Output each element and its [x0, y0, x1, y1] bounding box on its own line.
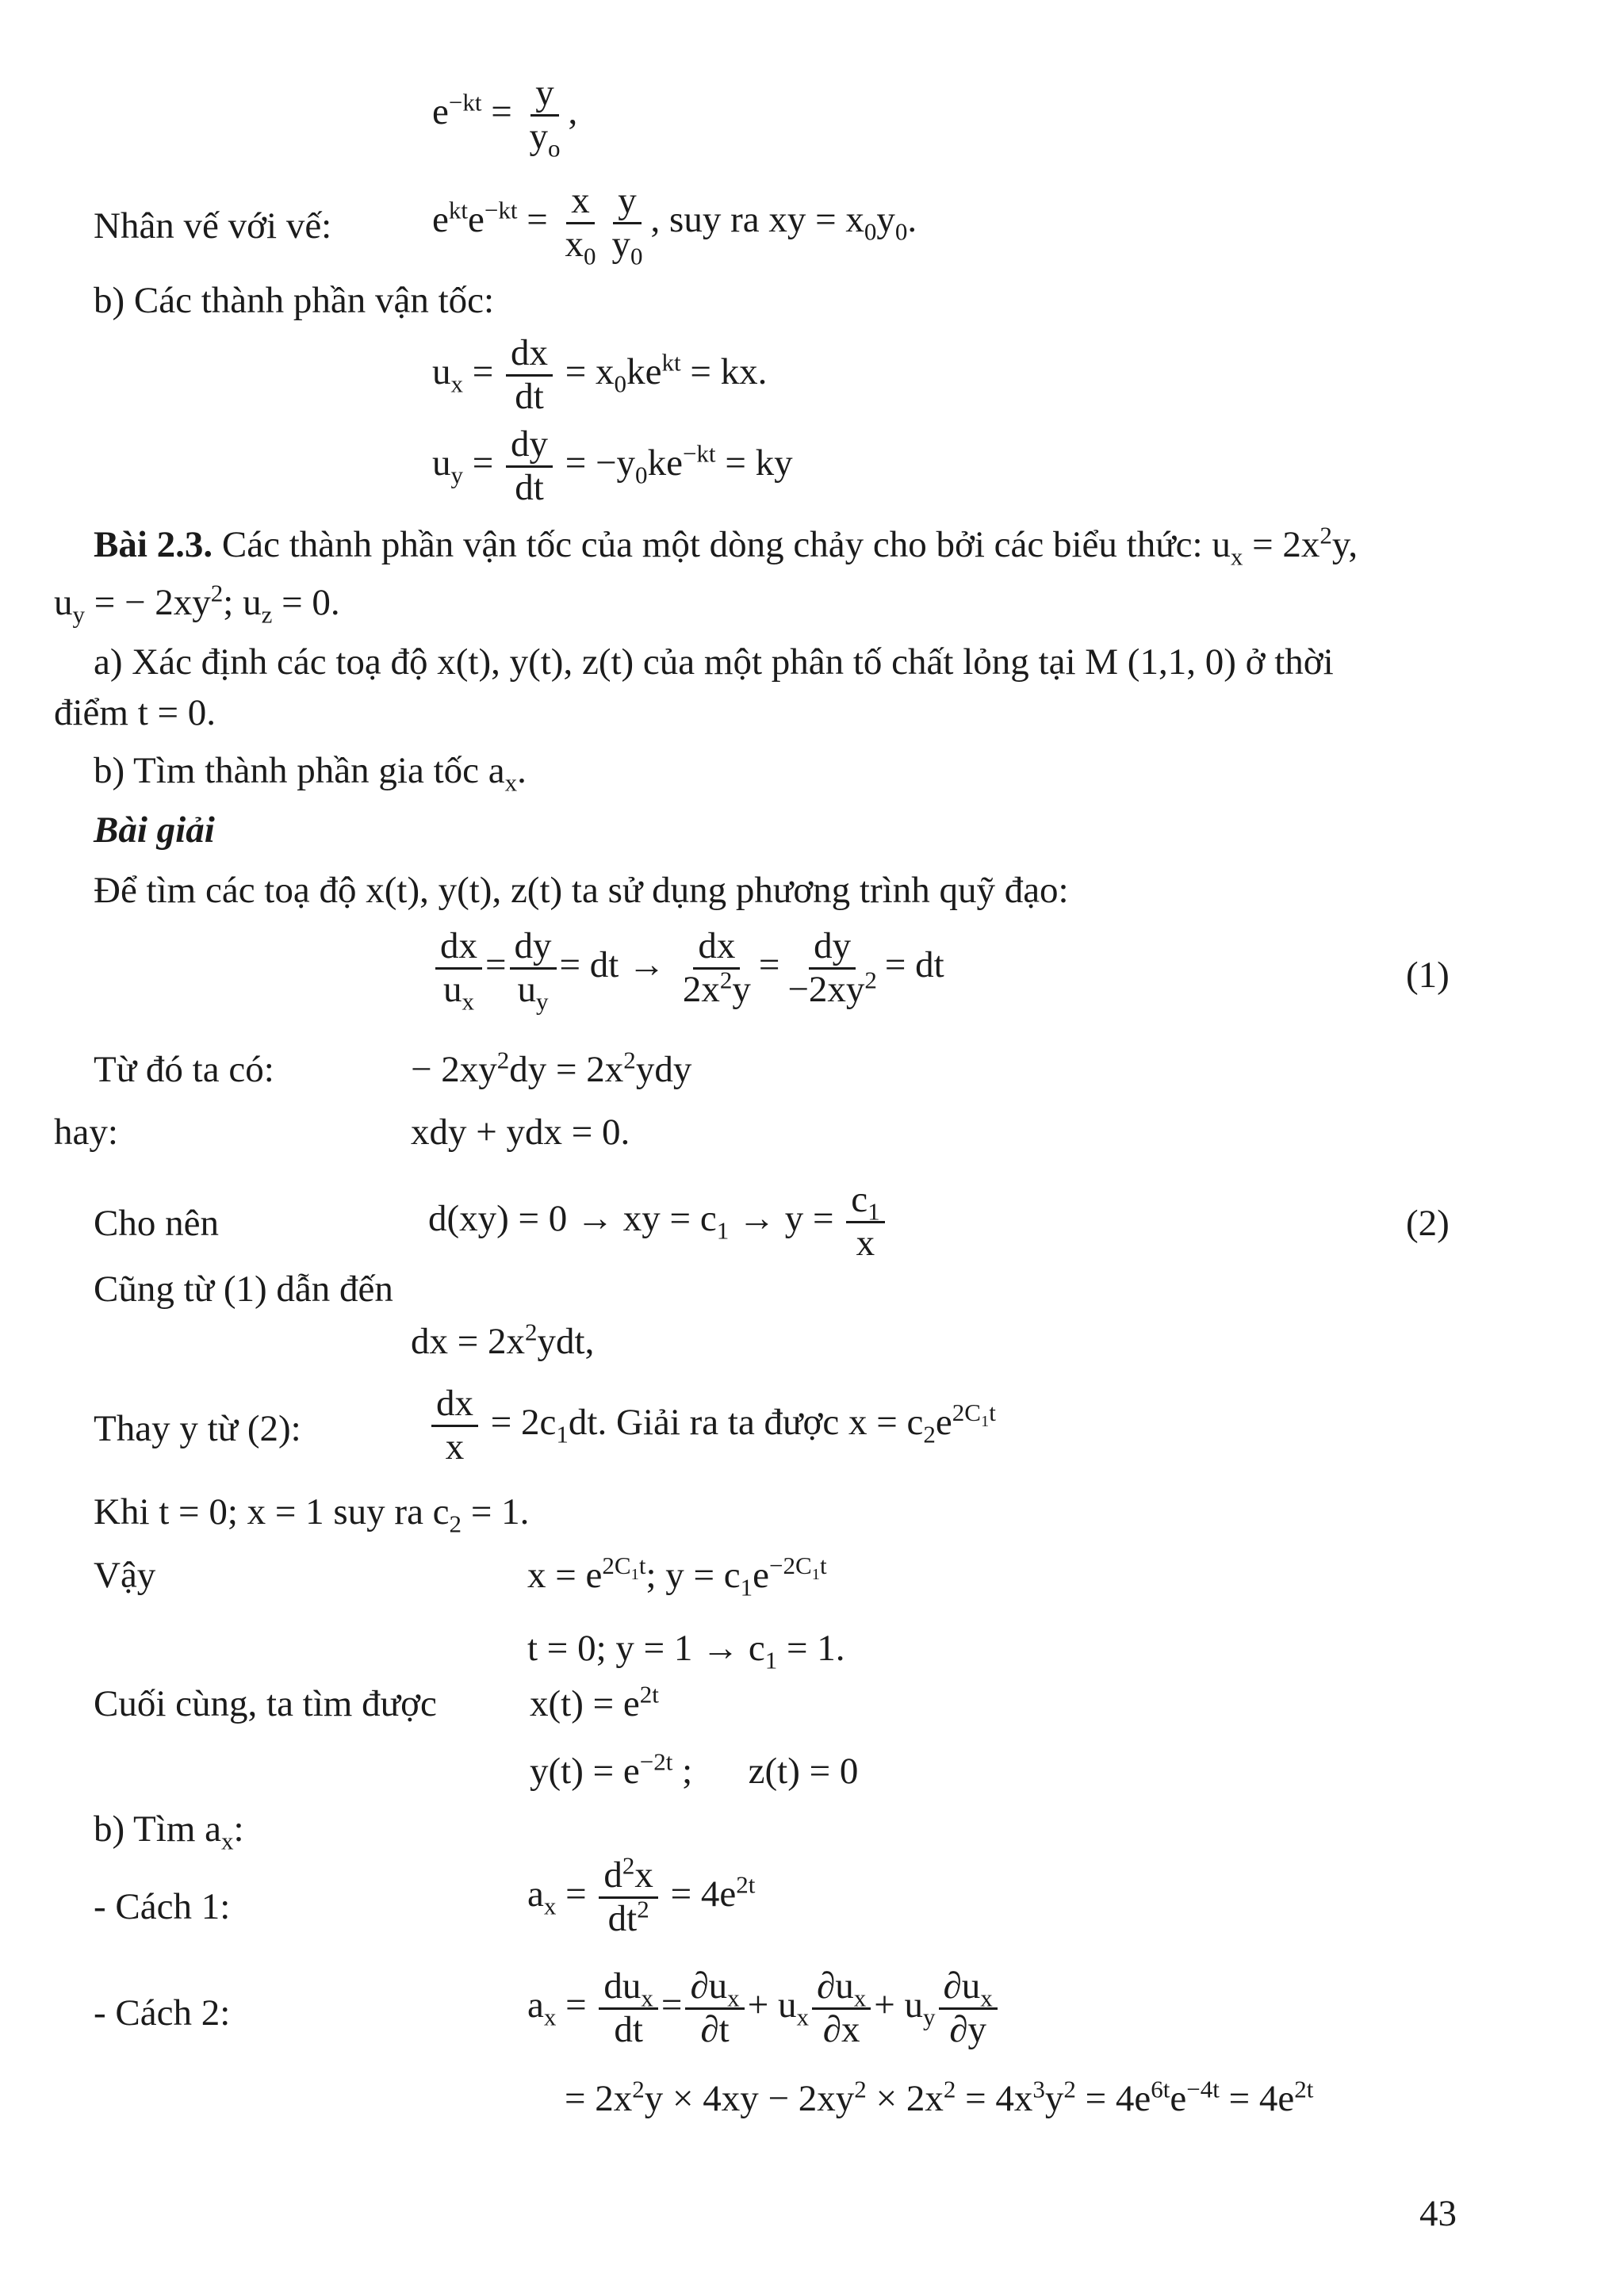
equation-1: $\frac{dx}{u_x}$ = $\frac{dy}{u_y}$ = dt → $\frac{dx}{2x^2y}$ = $\frac{dy}{-2xy^2}$ = dt: [432, 926, 944, 1010]
label-thay-y: Thay y từ (2):: [94, 1408, 301, 1449]
equation-hay: xdy + ydx = 0.: [411, 1112, 630, 1153]
label-part-b-velocity: b) Các thành phần vận tốc:: [94, 280, 495, 321]
equation-cach-1: $a_x$ = $\frac{d^2x}{dt^2}$ = $4e^{2t}$: [527, 1851, 756, 1939]
equation-uy: $u_y$ = $\frac{dy}{dt}$ = $-y_0ke^{-kt}$ = ky: [432, 423, 793, 508]
label-cach-2: - Cách 2:: [94, 1992, 231, 2034]
equation-ux: $u_x$ = $\frac{dx}{dt}$ = $x_0ke^{kt}$ = kx.: [432, 332, 768, 417]
equation-thay-y: $\frac{dx}{x}$ = $2c_1dt$. Giải ra ta được $x = c_2e^{2C_1t}$: [428, 1383, 996, 1468]
label-hay: hay:: [54, 1112, 118, 1153]
label-tu-do: Từ đó ta có:: [94, 1049, 274, 1090]
part-a-line1: a) Xác định các toạ độ x(t), y(t), z(t) của một phân tố chất lỏng tại M (1,1, 0) ở thời: [94, 641, 1334, 683]
solution-heading: Bài giải: [94, 809, 215, 851]
equation-exp-neg-kt: $e^{-kt}$ = $\frac{y}{y_o}$ ,: [432, 72, 578, 163]
equation-product: $e^{kt}e^{-kt}$ = $\frac{x}{x_0}$ $\frac{y}{y_0}$ , suy ra xy = $x_0y_0$.: [432, 180, 917, 270]
label-cung-tu: Cũng từ (1) dẫn đến: [94, 1269, 393, 1310]
result-y-z: $y(t) = e^{-2t}$ ; z(t) = 0: [530, 1747, 859, 1792]
problem-statement-line2: $u_y$ = − $2xy^2$; $u_z = 0$.: [54, 579, 340, 629]
part-b-accel: b) Tìm thành phần gia tốc $a_x$.: [94, 750, 527, 797]
equation-cach-2: $a_x$ = $\frac{du_x}{dt}$ = $\frac{\partial u_x}{\partial t}$ + $u_x$ $\frac{\partial u_x}{\partial x}$ + $u_y$ $\frac{\partial u_x}{\partial y}$: [527, 1966, 1001, 2050]
label-vay: Vậy: [94, 1555, 156, 1596]
solution-intro: Để tìm các toạ độ x(t), y(t), z(t) ta sử dụng phương trình quỹ đạo:: [94, 870, 1069, 911]
problem-statement-line1: Bài 2.3. Các thành phần vận tốc của một dòng chảy cho bởi các biểu thức: $u_x = 2x^2y$,: [94, 521, 1358, 571]
label-cach-1: - Cách 1:: [94, 1886, 231, 1927]
label-tim-ax: b) Tìm $a_x$:: [94, 1808, 244, 1855]
equation-number-1: (1): [1406, 955, 1450, 996]
equation-tu-do: − $2xy^2dy = 2x^2ydy$: [411, 1046, 692, 1090]
equation-vay: $x = e^{2C_1t}$; $y = c_1e^{-2C_1t}$: [527, 1552, 827, 1601]
page-number: 43: [1419, 2193, 1457, 2234]
label-nhan-ve: Nhân vế với vế:: [94, 205, 332, 247]
condition-c1: t = 0; $y = 1 \to c_1 = 1$.: [527, 1628, 845, 1674]
problem-title: Bài 2.3.: [94, 524, 213, 565]
label-cuoi-cung: Cuối cùng, ta tìm được: [94, 1683, 437, 1724]
part-a-line2: điểm t = 0.: [54, 692, 216, 733]
label-cho-nen: Cho nên: [94, 1203, 219, 1244]
equation-number-2: (2): [1406, 1203, 1450, 1244]
result-x: $x(t) = e^{2t}$: [530, 1680, 659, 1724]
equation-dx: dx = $2x^2ydt$,: [411, 1318, 595, 1362]
condition-c2: Khi t = 0; x = 1 suy ra $c_2 = 1$.: [94, 1491, 530, 1538]
equation-2: d(xy) = 0 → xy = $c_1 \to y$ = $\frac{c_1}{x}$: [428, 1180, 888, 1264]
equation-cach-2-result: = $2x^2y \times 4xy - 2xy^2 \times 2x^2 = 4x^3y^2 = 4e^{6t}e^{-4t} = 4e^{2t}$: [565, 2075, 1314, 2119]
